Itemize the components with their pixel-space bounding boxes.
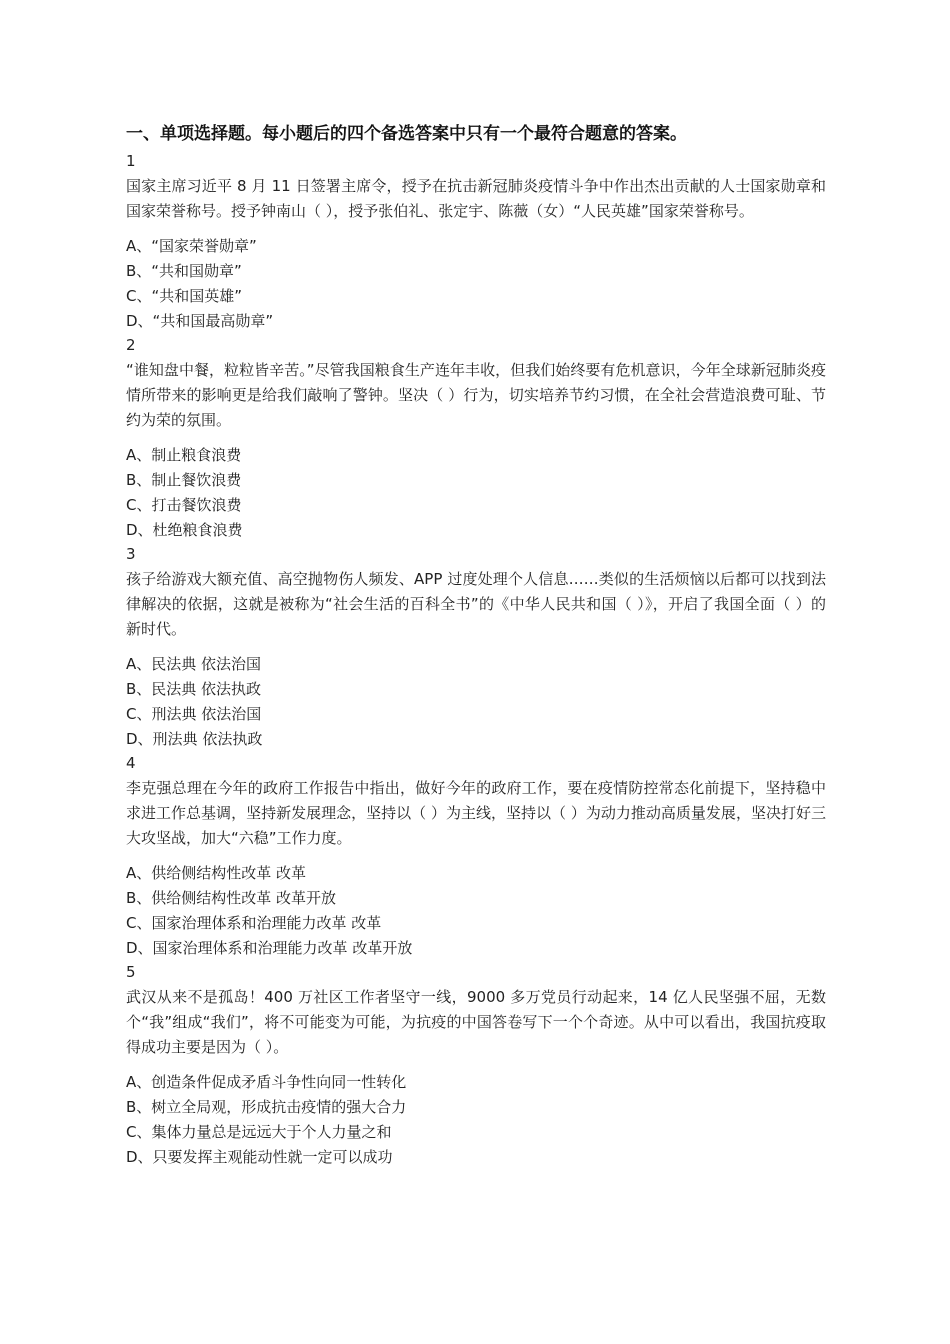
question-1	[126, 150, 826, 334]
option-b: B、“共和国勋章”	[126, 262, 242, 280]
question-number: 4	[126, 754, 136, 772]
question-5	[126, 961, 826, 1170]
option-c: C、打击餐饮浪费	[126, 496, 242, 514]
question-number: 5	[126, 963, 136, 981]
option-a: A、制止粮食浪费	[126, 446, 242, 464]
question-4	[126, 752, 826, 961]
option-a: A、创造条件促成矛盾斗争性向同一性转化	[126, 1073, 407, 1091]
question-stem: 李克强总理在今年的政府工作报告中指出，做好今年的政府工作，要在疫情防控常态化前提下，坚持稳中求进工作总基调，坚持新发展理念，坚持以（ ）为主线，坚持以（ ）为动力推动高质量发展，坚决打好三大攻坚战，加大“六稳”工作力度。	[126, 779, 826, 847]
question-stem: “谁知盘中餐，粒粒皆辛苦。”尽管我国粮食生产连年丰收，但我们始终要有危机意识，今年全球新冠肺炎疫情所带来的影响更是给我们敲响了警钟。坚决（ ）行为，切实培养节约习惯，在全社会营造浪费可耻、节约为荣的氛围。	[126, 361, 827, 429]
option-c: C、集体力量总是远远大于个人力量之和	[126, 1123, 392, 1141]
option-c: C、“共和国英雄”	[126, 287, 243, 305]
question-stem: 国家主席习近平 8 月 11 日签署主席令，授予在抗击新冠肺炎疫情斗争中作出杰出贡献的人士国家勋章和国家荣誉称号。授予钟南山（ ），授予张伯礼、张定宇、陈薇（女）“人民英雄”国家荣誉称号。	[126, 177, 826, 220]
option-d: D、刑法典 依法执政	[126, 730, 263, 748]
question-3	[126, 543, 826, 752]
question-stem: 孩子给游戏大额充值、高空抛物伤人频发、APP 过度处理个人信息……类似的生活烦恼以后都可以找到法律解决的依据，这就是被称为“社会生活的百科全书”的《中华人民共和国（ ）》，开启了我国全面（ ）的新时代。	[126, 570, 826, 638]
exam-content	[126, 122, 826, 1170]
option-c: C、国家治理体系和治理能力改革 改革	[126, 914, 382, 932]
option-d: D、“共和国最高勋章”	[126, 312, 274, 330]
question-number: 2	[126, 336, 136, 354]
option-a: A、民法典 依法治国	[126, 655, 262, 673]
question-stem: 武汉从来不是孤岛！400 万社区工作者坚守一线，9000 多万党员行动起来，14 亿人民坚强不屈，无数个“我”组成“我们”，将不可能变为可能，为抗疫的中国答卷写下一个个奇迹。从中可以看出，我国抗疫取得成功主要是因为（ ）。	[126, 988, 826, 1056]
option-d: D、杜绝粮食浪费	[126, 521, 243, 539]
question-number: 3	[126, 545, 136, 563]
question-2	[126, 334, 826, 543]
option-b: B、树立全局观，形成抗击疫情的强大合力	[126, 1098, 407, 1116]
option-b: B、供给侧结构性改革 改革开放	[126, 889, 337, 907]
option-d: D、国家治理体系和治理能力改革 改革开放	[126, 939, 413, 957]
option-a: A、供给侧结构性改革 改革	[126, 864, 307, 882]
option-d: D、只要发挥主观能动性就一定可以成功	[126, 1148, 393, 1166]
option-c: C、刑法典 依法治国	[126, 705, 262, 723]
question-number: 1	[126, 152, 136, 170]
option-b: B、民法典 依法执政	[126, 680, 262, 698]
section-heading: 一、单项选择题。每小题后的四个备选答案中只有一个最符合题意的答案。	[126, 124, 687, 144]
option-a: A、“国家荣誉勋章”	[126, 237, 257, 255]
option-b: B、制止餐饮浪费	[126, 471, 242, 489]
